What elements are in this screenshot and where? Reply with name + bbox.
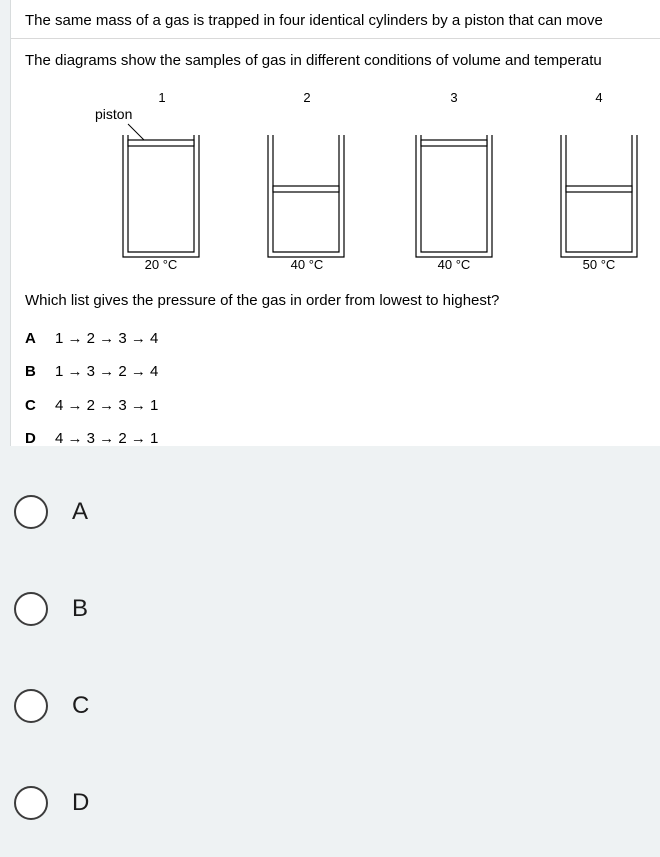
- option-text: 1 → 2 → 3 → 4: [55, 330, 159, 347]
- cylinder-3-temperature: 40 °C: [437, 257, 471, 272]
- question-text-line-2: The diagrams show the samples of gas in different conditions of volume and temperatu: [25, 52, 602, 69]
- answer-label-a: A: [72, 498, 89, 525]
- answer-label-b: B: [72, 595, 89, 622]
- option-letter: B: [25, 363, 36, 380]
- question-text-line-1: The same mass of a gas is trapped in four identical cylinders by a piston that can move: [25, 12, 603, 29]
- answer-choice-d[interactable]: [14, 781, 89, 825]
- cylinder-2-number: 2: [303, 90, 311, 105]
- option-d: [25, 430, 158, 446]
- question-card: [10, 0, 660, 446]
- option-b: [25, 363, 158, 380]
- cylinder-1-piston: [128, 140, 194, 146]
- piston-label: piston: [95, 106, 133, 122]
- option-text: 4 → 3 → 2 → 1: [55, 430, 159, 446]
- cylinders-diagram: [11, 80, 660, 280]
- cylinder-3-number: 3: [450, 90, 458, 105]
- answer-choice-c[interactable]: [14, 684, 89, 728]
- option-c: [25, 397, 158, 414]
- cylinder-2-temperature: 40 °C: [290, 257, 324, 272]
- question-prompt: Which list gives the pressure of the gas in order from lowest to highest?: [25, 292, 500, 309]
- answer-choice-a[interactable]: [14, 490, 88, 534]
- answer-choice-b[interactable]: [14, 587, 88, 631]
- cylinder-4-piston: [566, 186, 632, 192]
- option-text: 1 → 3 → 2 → 4: [55, 363, 159, 380]
- cylinder-1-temperature: 20 °C: [144, 257, 178, 272]
- cylinder-1: [123, 135, 199, 257]
- option-a: [25, 330, 158, 347]
- cylinder-4-temperature: 50 °C: [582, 257, 616, 272]
- divider: [11, 38, 660, 39]
- option-letter: C: [25, 397, 36, 414]
- cylinder-3: [416, 135, 492, 257]
- option-letter: A: [25, 330, 36, 347]
- answer-choices: [0, 446, 660, 857]
- option-text: 4 → 2 → 3 → 1: [55, 397, 159, 414]
- option-letter: D: [25, 430, 36, 446]
- cylinder-3-piston: [421, 140, 487, 146]
- answer-label-c: C: [72, 692, 90, 719]
- radio-button-d[interactable]: [14, 786, 48, 820]
- radio-button-a[interactable]: [14, 495, 48, 529]
- cylinder-4: [561, 135, 637, 257]
- cylinder-2: [268, 135, 344, 257]
- answer-label-d: D: [72, 789, 90, 816]
- radio-button-c[interactable]: [14, 689, 48, 723]
- cylinder-1-number: 1: [158, 90, 166, 105]
- cylinder-2-piston: [273, 186, 339, 192]
- cylinder-4-number: 4: [595, 90, 603, 105]
- radio-button-b[interactable]: [14, 592, 48, 626]
